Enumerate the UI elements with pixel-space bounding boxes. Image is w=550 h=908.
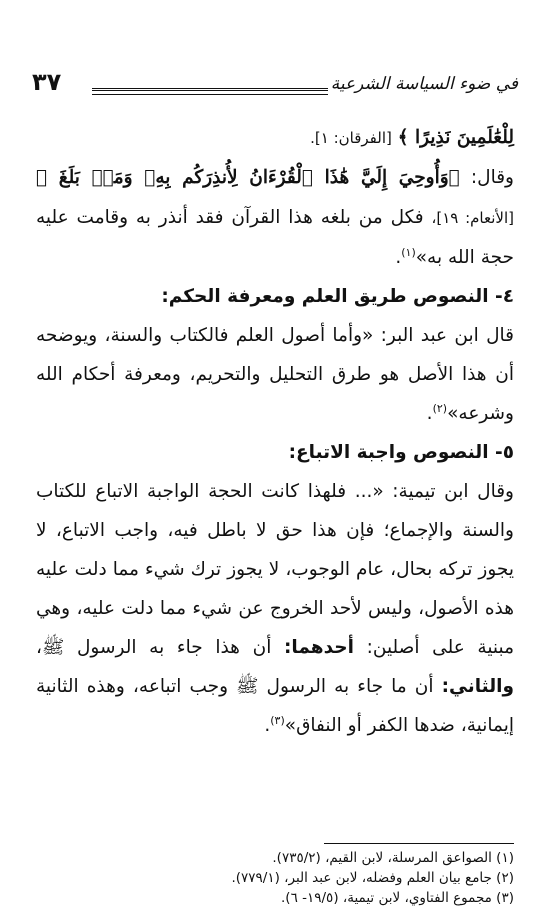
verse-paragraph: وقال: ﴿وَأُوحِيَ إِلَيَّ هَٰذَا ٱلْقُرْءَانُ لِأُنذِرَكُم بِهِۦ وَمَنۢ بَلَغَ ﴾ [الأنعام: ١٩]، فكل من بلغه هذا القرآن فقد أنذر به وقامت عليه حجة الله به»$^{(١)}$.: [36, 167, 514, 268]
quran-verse: لِلْعَٰلَمِينَ نَذِيرًا ﴾: [397, 127, 514, 148]
verse-reference: [الفرقان: ١].: [310, 129, 392, 147]
footnote-separator: [324, 843, 514, 844]
main-text: [36, 118, 514, 745]
first-point-label: أحدهما:: [284, 637, 354, 658]
footnotes: [36, 848, 514, 908]
footnote-3: (٣) مجموع الفتاوي، لابن تيمية، (١٩/٥- ٦).: [281, 890, 514, 906]
first-point-text: أن هذا جاء به الرسول ﷺ،: [36, 637, 285, 658]
section-heading-5: ٥- النصوص واجبة الاتباع:: [288, 442, 514, 463]
verse-explanation: فكل من بلغه هذا القرآن فقد أنذر به وقامت عليه حجة الله به»: [36, 207, 514, 268]
footnote-marker: (١): [401, 245, 416, 259]
footnote-marker: (٢): [432, 401, 448, 415]
second-point-label: والثاني:: [441, 676, 514, 697]
footnote-2: (٢) جامع بيان العلم وفضله، لابن عبد البر، (٧٧٩/١).: [231, 870, 514, 886]
footnote-marker: (٣): [270, 713, 285, 727]
paragraph-4-text: قال ابن عبد البر: «وأما أصول العلم فالكتاب والسنة، ويوضحه أن هذا الأصل هو طرق التحليل والتحريم، ومعرفة أحكام الله وشرعه»: [36, 325, 514, 424]
verse-lead: وقال:: [459, 167, 514, 188]
verse-line-1: [36, 118, 514, 158]
paragraph-5: وقال ابن تيمية: «... فلهذا كانت الحجة الواجبة الاتباع للكتاب والسنة والإجماع؛ فإن هذا حق لا باطل فيه، واجب الاتباع، لا يجوز تركه بحال، عام الوجوب، لا يجوز ترك شيء مما دلت عليه هذه الأصول، وليس لأحد الخروج عن شيء مما دلت عليه، وهي مبنية على أصلين: أحدهما: أن هذا جاء به الرسول ﷺ، والثاني: أن ما جاء به الرسول ﷺ وجب اتباعه، وهذه الثانية إيمانية، ضدها الكفر أو النفاق»$^{(٣)}$.: [36, 481, 514, 736]
page-header: [32, 68, 518, 108]
footnote-1: (١) الصواعق المرسلة، لابن القيم، (٧٣٥/٢).: [272, 850, 514, 866]
running-title: في ضوء السياسة الشرعية: [330, 74, 518, 94]
header-rule: [92, 88, 328, 95]
paragraph-4: قال ابن عبد البر: «وأما أصول العلم فالكتاب والسنة، ويوضحه أن هذا الأصل هو طرق التحليل والتحريم، ومعرفة أحكام الله وشرعه»$^{(٢)}$.: [36, 325, 514, 424]
page-number: ٣٧: [32, 68, 62, 96]
second-point-text: أن ما جاء به الرسول ﷺ وجب اتباعه، وهذه الثانية إيمانية، ضدها الكفر أو النفاق»: [36, 676, 514, 736]
section-heading-4: ٤- النصوص طريق العلم ومعرفة الحكم:: [161, 286, 514, 307]
paragraph-5-text: وقال ابن تيمية: «... فلهذا كانت الحجة الواجبة الاتباع للكتاب والسنة والإجماع؛ فإن هذا حق لا باطل فيه، واجب الاتباع، لا يجوز تركه بحال، عام الوجوب، لا يجوز ترك شيء مما دلت عليه هذه الأصول، وليس لأحد الخروج عن شيء مما دلت عليه، وهي مبنية على أصلين:: [36, 481, 514, 658]
verse-reference: [الأنعام: ١٩]،: [431, 209, 514, 227]
quran-verse: ﴿وَأُوحِيَ إِلَيَّ هَٰذَا ٱلْقُرْءَانُ لِأُنذِرَكُم بِهِۦ وَمَنۢ بَلَغَ ﴾: [36, 167, 460, 188]
